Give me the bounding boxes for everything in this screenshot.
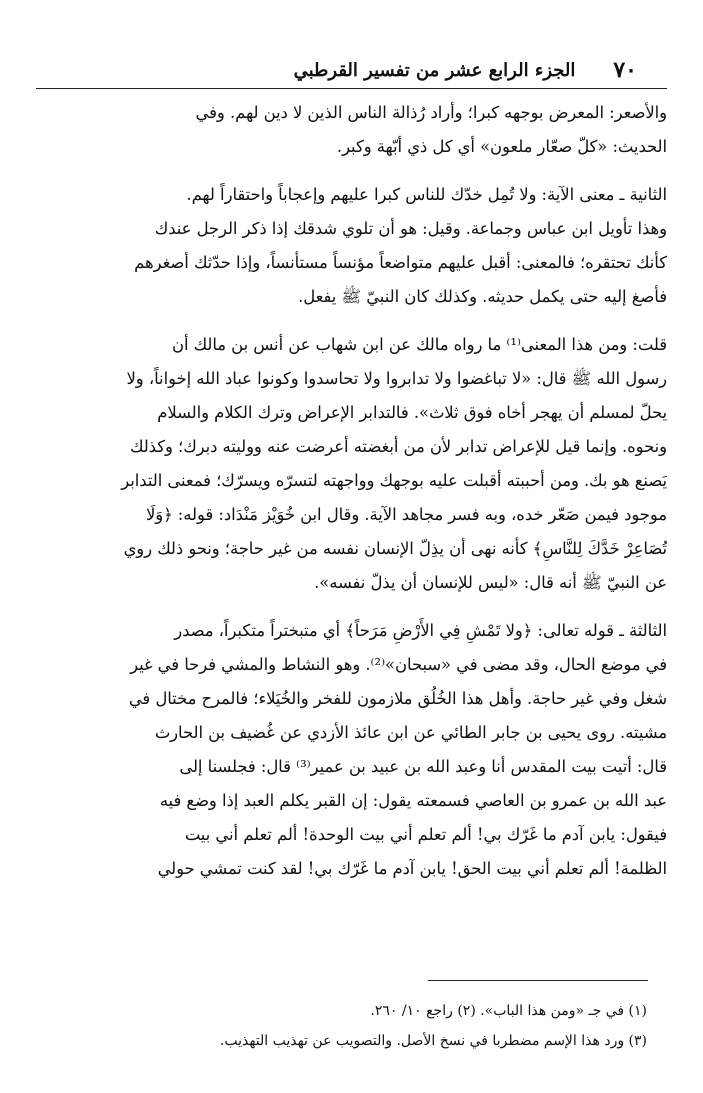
text-line: فأصغ إليه حتى يكمل حديثه. وكذلك كان النبيّ ﷺ يفعل. bbox=[298, 287, 667, 306]
text-line: الثانية ـ معنى الآية: ولا تُمِل خدّك للناس كبرا عليهم وإعجاباً واحتقاراً لهم. bbox=[186, 185, 667, 204]
text-line: عن النبيّ ﷺ أنه قال: «ليس للإنسان أن يذلّ نفسه». bbox=[314, 573, 667, 592]
text-line: يَصنع هو بك. ومن أحببته أقبلت عليه بوجهك وواجهته لتسرّه ويسرّك؛ فمعنى التدابر bbox=[121, 471, 667, 490]
main-text bbox=[36, 96, 667, 900]
paragraph-3 bbox=[36, 328, 667, 600]
text-line: تُصَاعِرْ خَدَّكَ لِلنَّاسِ﴾ كأنه نهى أن يذِلّ الإنسان نفسه من غير حاجة؛ ونحو ذلك روي bbox=[123, 539, 667, 558]
text-line: مشيته. روى يحيى بن جابر الطائي عن ابن عائذ الأزدي عن غُضيف بن الحارث bbox=[154, 723, 667, 742]
text-line: الثالثة ـ قوله تعالى: ﴿ولا تَمْشِ فِي الأَرْضِ مَرَحاً﴾ أي متبختراً متكبراً، مصدر bbox=[174, 621, 667, 640]
text-line: في موضع الحال، وقد مضى في «سبحان»⁽²⁾. وهو النشاط والمشي فرحا في غير bbox=[130, 655, 667, 674]
footnote-line: (٣) ورد هذا الإسم مضطربا في نسخ الأصل. والتصويب عن تهذيب التهذيب. bbox=[219, 1033, 647, 1049]
text-line: شغل وفي غير حاجة. وأهل هذا الخُلُق ملازمون للفخر والخُيَلاء؛ فالمرح مختال في bbox=[128, 689, 667, 708]
paragraph-4 bbox=[36, 614, 667, 886]
text-line: عبد الله بن عمرو بن العاصي فسمعته يقول: إن القبر يكلم العبد إذا وضع فيه bbox=[159, 791, 667, 810]
page-number: ٧٠ bbox=[613, 57, 637, 83]
text-line: وهذا تأويل ابن عباس وجماعة. وقيل: هو أن تلوي شدقك إذا ذكر الرجل عندك bbox=[154, 219, 667, 238]
footnote-line: (١) في جـ «ومن هذا الباب». (٢) راجع ١٠/ ٢٦٠. bbox=[370, 1003, 647, 1019]
text-line: الحديث: «كلّ صعّار ملعون» أي كل ذي أبّهة وكبر. bbox=[336, 137, 667, 156]
text-line: قال: أتيت بيت المقدس أنا وعبد الله بن عبيد بن عمير⁽³⁾ قال: فجلسنا إلى bbox=[179, 757, 667, 776]
running-title: الجزء الرابع عشر من تفسير القرطبي bbox=[293, 59, 576, 81]
text-line: قلت: ومن هذا المعنى⁽¹⁾ ما رواه مالك عن ابن شهاب عن أنس بن مالك أن bbox=[171, 335, 667, 354]
text-line: الظلمة! ألم تعلم أني بيت الحق! يابن آدم ما غَرّك بي! لقد كنت تمشي حولي bbox=[157, 859, 667, 878]
text-line: موجود فيمن صَعّر خده، وبه فسر مجاهد الآية. وقال ابن خُوَيْز مَنْدَاد: قوله: ﴿وَلَا bbox=[145, 505, 667, 524]
paragraph-1 bbox=[36, 96, 667, 164]
text-line: والأصعر: المعرض بوجهه كبرا؛ وأراد رُذالة الناس الذين لا دين لهم. وفي bbox=[195, 103, 667, 122]
paragraph-2 bbox=[36, 178, 667, 314]
page-header bbox=[36, 52, 667, 89]
text-line: رسول الله ﷺ قال: «لا تباغضوا ولا تدابروا ولا تحاسدوا وكونوا عباد الله إخواناً، ولا bbox=[126, 369, 667, 388]
footnote-divider bbox=[428, 980, 648, 981]
text-line: ونحوه. وإنما قيل للإعراض تدابر لأن من أبغضته أعرضت عنه ووليته دبرك؛ وكذلك bbox=[130, 437, 667, 456]
text-line: فيقول: يابن آدم ما غَرّك بي! ألم تعلم أني بيت الوحدة! ألم تعلم أني بيت bbox=[184, 825, 667, 844]
text-line: كأنك تحتقره؛ فالمعنى: أقبل عليهم متواضعاً مؤنساً مستأنساً، وإذا حدّثك أصغرهم bbox=[134, 253, 667, 272]
footnotes bbox=[36, 996, 647, 1056]
text-line: يحلّ لمسلم أن يهجر أخاه فوق ثلاث». فالتدابر الإعراض وترك الكلام والسلام bbox=[157, 403, 667, 422]
